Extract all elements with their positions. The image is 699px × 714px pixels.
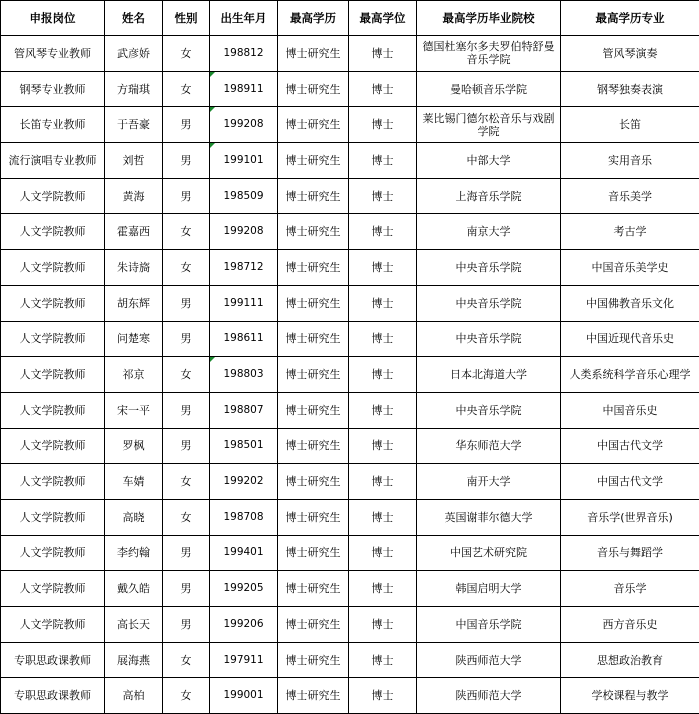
cell-position: 人文学院教师 bbox=[1, 428, 105, 464]
cell-school: 华东师范大学 bbox=[417, 428, 561, 464]
cell-major: 西方音乐史 bbox=[561, 607, 699, 643]
table-row bbox=[1, 428, 699, 464]
table-row bbox=[1, 678, 699, 714]
cell-major: 钢琴独奏表演 bbox=[561, 71, 699, 107]
cell-school: 日本北海道大学 bbox=[417, 357, 561, 393]
cell-gender: 女 bbox=[163, 214, 210, 250]
cell-birth: 198501 bbox=[210, 428, 278, 464]
cell-degree: 博士 bbox=[349, 71, 417, 107]
cell-name: 霍嘉西 bbox=[105, 214, 163, 250]
cell-education: 博士研究生 bbox=[278, 499, 349, 535]
cell-name: 李约翰 bbox=[105, 535, 163, 571]
cell-gender: 男 bbox=[163, 178, 210, 214]
cell-major: 中国古代文学 bbox=[561, 428, 699, 464]
cell-education: 博士研究生 bbox=[278, 143, 349, 179]
cell-major: 中国近现代音乐史 bbox=[561, 321, 699, 357]
cell-position: 人文学院教师 bbox=[1, 607, 105, 643]
cell-birth: 198911 bbox=[210, 71, 278, 107]
cell-major: 音乐学(世界音乐) bbox=[561, 499, 699, 535]
cell-major: 学校课程与教学 bbox=[561, 678, 699, 714]
cell-position: 专职思政课教师 bbox=[1, 678, 105, 714]
cell-name: 罗枫 bbox=[105, 428, 163, 464]
cell-gender: 女 bbox=[163, 71, 210, 107]
cell-degree: 博士 bbox=[349, 428, 417, 464]
cell-degree: 博士 bbox=[349, 678, 417, 714]
cell-gender: 女 bbox=[163, 357, 210, 393]
cell-school: 中央音乐学院 bbox=[417, 392, 561, 428]
cell-school: 英国谢菲尔德大学 bbox=[417, 499, 561, 535]
table-row bbox=[1, 250, 699, 286]
cell-major: 长笛 bbox=[561, 107, 699, 143]
cell-school: 陕西师范大学 bbox=[417, 642, 561, 678]
cell-major: 人类系统科学音乐心理学 bbox=[561, 357, 699, 393]
cell-name: 胡东辉 bbox=[105, 285, 163, 321]
cell-education: 博士研究生 bbox=[278, 107, 349, 143]
cell-birth: 199001 bbox=[210, 678, 278, 714]
header-name: 姓名 bbox=[105, 1, 163, 36]
cell-gender: 男 bbox=[163, 428, 210, 464]
cell-name: 祁京 bbox=[105, 357, 163, 393]
header-birth: 出生年月 bbox=[210, 1, 278, 36]
header-gender: 性别 bbox=[163, 1, 210, 36]
cell-gender: 男 bbox=[163, 535, 210, 571]
cell-position: 人文学院教师 bbox=[1, 285, 105, 321]
cell-education: 博士研究生 bbox=[278, 535, 349, 571]
cell-school: 中央音乐学院 bbox=[417, 250, 561, 286]
cell-education: 博士研究生 bbox=[278, 571, 349, 607]
cell-major: 中国音乐史 bbox=[561, 392, 699, 428]
table-row bbox=[1, 607, 699, 643]
cell-education: 博士研究生 bbox=[278, 71, 349, 107]
cell-major: 管风琴演奏 bbox=[561, 36, 699, 72]
cell-birth: 198803 bbox=[210, 357, 278, 393]
cell-degree: 博士 bbox=[349, 250, 417, 286]
table-row bbox=[1, 392, 699, 428]
cell-birth: 199401 bbox=[210, 535, 278, 571]
cell-degree: 博士 bbox=[349, 143, 417, 179]
cell-name: 朱诗旖 bbox=[105, 250, 163, 286]
cell-degree: 博士 bbox=[349, 214, 417, 250]
cell-birth: 198509 bbox=[210, 178, 278, 214]
table-row bbox=[1, 321, 699, 357]
cell-school: 南京大学 bbox=[417, 214, 561, 250]
cell-position: 管风琴专业教师 bbox=[1, 36, 105, 72]
cell-school: 中国艺术研究院 bbox=[417, 535, 561, 571]
cell-position: 人文学院教师 bbox=[1, 178, 105, 214]
cell-position: 钢琴专业教师 bbox=[1, 71, 105, 107]
cell-school: 中央音乐学院 bbox=[417, 321, 561, 357]
table-body bbox=[1, 36, 699, 714]
table-row bbox=[1, 571, 699, 607]
cell-birth: 198708 bbox=[210, 499, 278, 535]
table-row bbox=[1, 285, 699, 321]
cell-position: 人文学院教师 bbox=[1, 464, 105, 500]
cell-gender: 男 bbox=[163, 392, 210, 428]
cell-school: 韩国启明大学 bbox=[417, 571, 561, 607]
header-position: 申报岗位 bbox=[1, 1, 105, 36]
table-row bbox=[1, 642, 699, 678]
cell-birth: 198812 bbox=[210, 36, 278, 72]
header-education: 最高学历 bbox=[278, 1, 349, 36]
cell-education: 博士研究生 bbox=[278, 642, 349, 678]
cell-school: 曼哈顿音乐学院 bbox=[417, 71, 561, 107]
cell-degree: 博士 bbox=[349, 107, 417, 143]
table-row bbox=[1, 71, 699, 107]
cell-school: 南开大学 bbox=[417, 464, 561, 500]
cell-education: 博士研究生 bbox=[278, 607, 349, 643]
cell-degree: 博士 bbox=[349, 464, 417, 500]
cell-education: 博士研究生 bbox=[278, 321, 349, 357]
cell-birth: 199208 bbox=[210, 107, 278, 143]
cell-education: 博士研究生 bbox=[278, 214, 349, 250]
header-degree: 最高学位 bbox=[349, 1, 417, 36]
cell-degree: 博士 bbox=[349, 571, 417, 607]
cell-birth: 198807 bbox=[210, 392, 278, 428]
cell-school: 德国杜塞尔多夫罗伯特舒曼音乐学院 bbox=[417, 36, 561, 72]
cell-name: 黄海 bbox=[105, 178, 163, 214]
cell-name: 高柏 bbox=[105, 678, 163, 714]
table-row bbox=[1, 535, 699, 571]
cell-gender: 女 bbox=[163, 36, 210, 72]
cell-gender: 男 bbox=[163, 285, 210, 321]
cell-birth: 199101 bbox=[210, 143, 278, 179]
cell-school: 中国音乐学院 bbox=[417, 607, 561, 643]
cell-gender: 男 bbox=[163, 571, 210, 607]
cell-birth: 199202 bbox=[210, 464, 278, 500]
cell-school: 陕西师范大学 bbox=[417, 678, 561, 714]
cell-education: 博士研究生 bbox=[278, 392, 349, 428]
cell-education: 博士研究生 bbox=[278, 285, 349, 321]
cell-degree: 博士 bbox=[349, 321, 417, 357]
table-row bbox=[1, 36, 699, 72]
cell-major: 音乐学 bbox=[561, 571, 699, 607]
cell-birth: 198712 bbox=[210, 250, 278, 286]
cell-position: 人文学院教师 bbox=[1, 499, 105, 535]
cell-gender: 女 bbox=[163, 250, 210, 286]
cell-school: 上海音乐学院 bbox=[417, 178, 561, 214]
table-row bbox=[1, 178, 699, 214]
table-row bbox=[1, 107, 699, 143]
cell-gender: 男 bbox=[163, 321, 210, 357]
cell-major: 中国古代文学 bbox=[561, 464, 699, 500]
table-row bbox=[1, 499, 699, 535]
cell-degree: 博士 bbox=[349, 642, 417, 678]
header-row bbox=[1, 1, 699, 36]
cell-degree: 博士 bbox=[349, 607, 417, 643]
cell-position: 专职思政课教师 bbox=[1, 642, 105, 678]
cell-school: 莱比锡门德尔松音乐与戏剧学院 bbox=[417, 107, 561, 143]
table-row bbox=[1, 357, 699, 393]
cell-education: 博士研究生 bbox=[278, 357, 349, 393]
cell-name: 高晓 bbox=[105, 499, 163, 535]
cell-degree: 博士 bbox=[349, 36, 417, 72]
cell-education: 博士研究生 bbox=[278, 428, 349, 464]
table-row bbox=[1, 143, 699, 179]
table-row bbox=[1, 464, 699, 500]
cell-major: 实用音乐 bbox=[561, 143, 699, 179]
cell-position: 人文学院教师 bbox=[1, 392, 105, 428]
cell-major: 中国音乐美学史 bbox=[561, 250, 699, 286]
cell-education: 博士研究生 bbox=[278, 36, 349, 72]
cell-gender: 女 bbox=[163, 642, 210, 678]
cell-birth: 199205 bbox=[210, 571, 278, 607]
cell-degree: 博士 bbox=[349, 357, 417, 393]
cell-school: 中央音乐学院 bbox=[417, 285, 561, 321]
cell-major: 考古学 bbox=[561, 214, 699, 250]
cell-gender: 男 bbox=[163, 143, 210, 179]
cell-degree: 博士 bbox=[349, 499, 417, 535]
cell-education: 博士研究生 bbox=[278, 678, 349, 714]
table-row bbox=[1, 214, 699, 250]
cell-major: 音乐与舞蹈学 bbox=[561, 535, 699, 571]
cell-position: 人文学院教师 bbox=[1, 357, 105, 393]
cell-name: 于吾豪 bbox=[105, 107, 163, 143]
cell-gender: 男 bbox=[163, 107, 210, 143]
cell-position: 流行演唱专业教师 bbox=[1, 143, 105, 179]
cell-position: 人文学院教师 bbox=[1, 321, 105, 357]
cell-education: 博士研究生 bbox=[278, 178, 349, 214]
cell-gender: 男 bbox=[163, 607, 210, 643]
cell-birth: 198611 bbox=[210, 321, 278, 357]
cell-degree: 博士 bbox=[349, 392, 417, 428]
cell-name: 方瑞琪 bbox=[105, 71, 163, 107]
cell-position: 人文学院教师 bbox=[1, 535, 105, 571]
cell-gender: 女 bbox=[163, 678, 210, 714]
cell-name: 戴久皓 bbox=[105, 571, 163, 607]
cell-gender: 女 bbox=[163, 499, 210, 535]
cell-name: 车婧 bbox=[105, 464, 163, 500]
cell-name: 展海燕 bbox=[105, 642, 163, 678]
header-school: 最高学历毕业院校 bbox=[417, 1, 561, 36]
cell-birth: 199206 bbox=[210, 607, 278, 643]
cell-school: 中部大学 bbox=[417, 143, 561, 179]
cell-position: 人文学院教师 bbox=[1, 214, 105, 250]
cell-education: 博士研究生 bbox=[278, 250, 349, 286]
cell-name: 宋一平 bbox=[105, 392, 163, 428]
cell-gender: 女 bbox=[163, 464, 210, 500]
cell-birth: 199111 bbox=[210, 285, 278, 321]
cell-name: 武彦娇 bbox=[105, 36, 163, 72]
cell-degree: 博士 bbox=[349, 178, 417, 214]
cell-education: 博士研究生 bbox=[278, 464, 349, 500]
cell-birth: 199208 bbox=[210, 214, 278, 250]
cell-name: 高长天 bbox=[105, 607, 163, 643]
cell-birth: 197911 bbox=[210, 642, 278, 678]
cell-degree: 博士 bbox=[349, 535, 417, 571]
cell-position: 长笛专业教师 bbox=[1, 107, 105, 143]
cell-name: 问楚寒 bbox=[105, 321, 163, 357]
cell-major: 中国佛教音乐文化 bbox=[561, 285, 699, 321]
cell-name: 刘哲 bbox=[105, 143, 163, 179]
cell-major: 思想政治教育 bbox=[561, 642, 699, 678]
cell-position: 人文学院教师 bbox=[1, 250, 105, 286]
header-major: 最高学历专业 bbox=[561, 1, 699, 36]
cell-major: 音乐美学 bbox=[561, 178, 699, 214]
cell-degree: 博士 bbox=[349, 285, 417, 321]
cell-position: 人文学院教师 bbox=[1, 571, 105, 607]
